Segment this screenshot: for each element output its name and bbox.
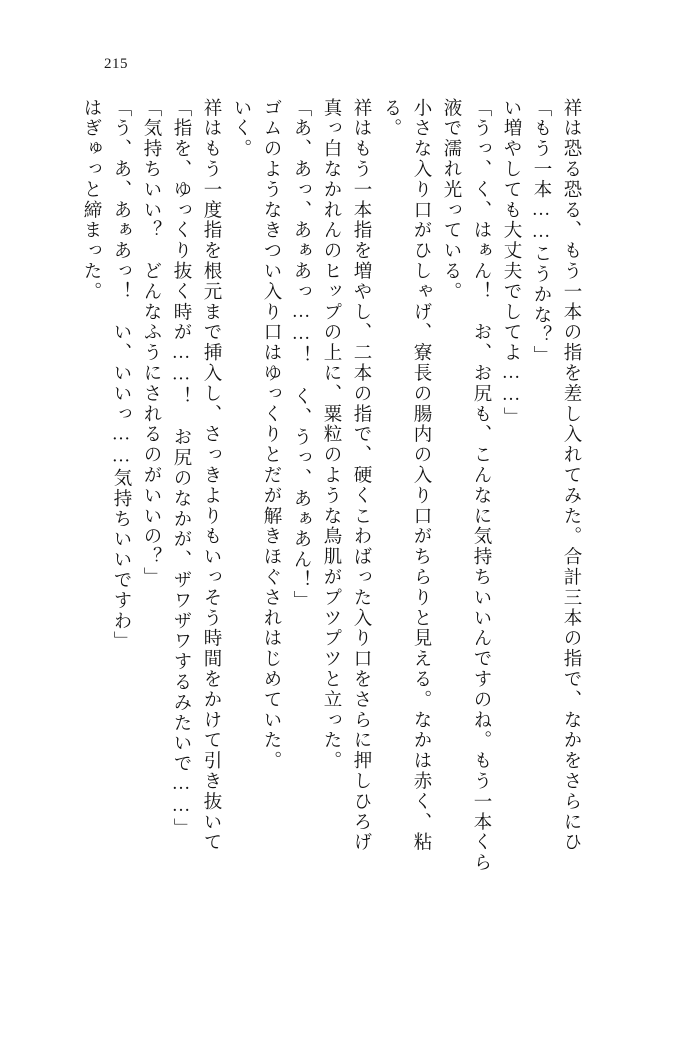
text-column: 「もう一本……こうかな？」 (531, 98, 551, 367)
text-column: い増やしても大丈夫でしてよ……」 (501, 98, 521, 428)
text-column: 小さな入り口がひしゃげ、寮長の腸内の入り口がちらりと見える。なかは赤く、粘 (411, 98, 431, 853)
text-column: 「うっ、く、はぁん！ お、お尻も、こんなに気持ちいいんですのね。もう一本くら (471, 98, 491, 874)
text-column: いく。 (231, 98, 251, 160)
text-column: 真っ白なかれんのヒップの上に、粟粒のような鳥肌がプツプツと立った。 (321, 98, 341, 772)
text-column: る。 (381, 98, 401, 139)
text-column: 「あ、あっ、あぁあっ……！ く、うっ、あぁあん！」 (291, 98, 311, 611)
page-number: 215 (104, 56, 128, 72)
text-column: ゴムのようなきつい入り口はゆっくりとだが解きほぐされはじめていた。 (261, 98, 281, 772)
text-column: 「気持ちいい？ どんなふうにされるのがいいの？」 (141, 98, 161, 588)
text-column: 「う、あ、あぁあっ！ い、いいっ……気持ちいいですわ」 (111, 98, 131, 652)
text-column: 祥はもう一度指を根元まで挿入し、さっきよりもいっそう時間をかけて引き抜いて (201, 98, 221, 853)
text-column: はぎゅっと締まった。 (81, 98, 101, 302)
text-column: 祥はもう一本指を増やし、二本の指で、硬くこわばった入り口をさらに押しひろげ (351, 98, 371, 853)
text-column: 祥は恐る恐る、もう一本の指を差し入れてみた。合計三本の指で、なかをさらにひ (561, 98, 581, 853)
text-column: 液で濡れ光っている。 (441, 98, 461, 302)
text-column: 「指を、ゆっくり抜く時が……！ お尻のなかが、ザワザワするみたいで……」 (171, 98, 191, 839)
vertical-text-body (70, 98, 621, 978)
